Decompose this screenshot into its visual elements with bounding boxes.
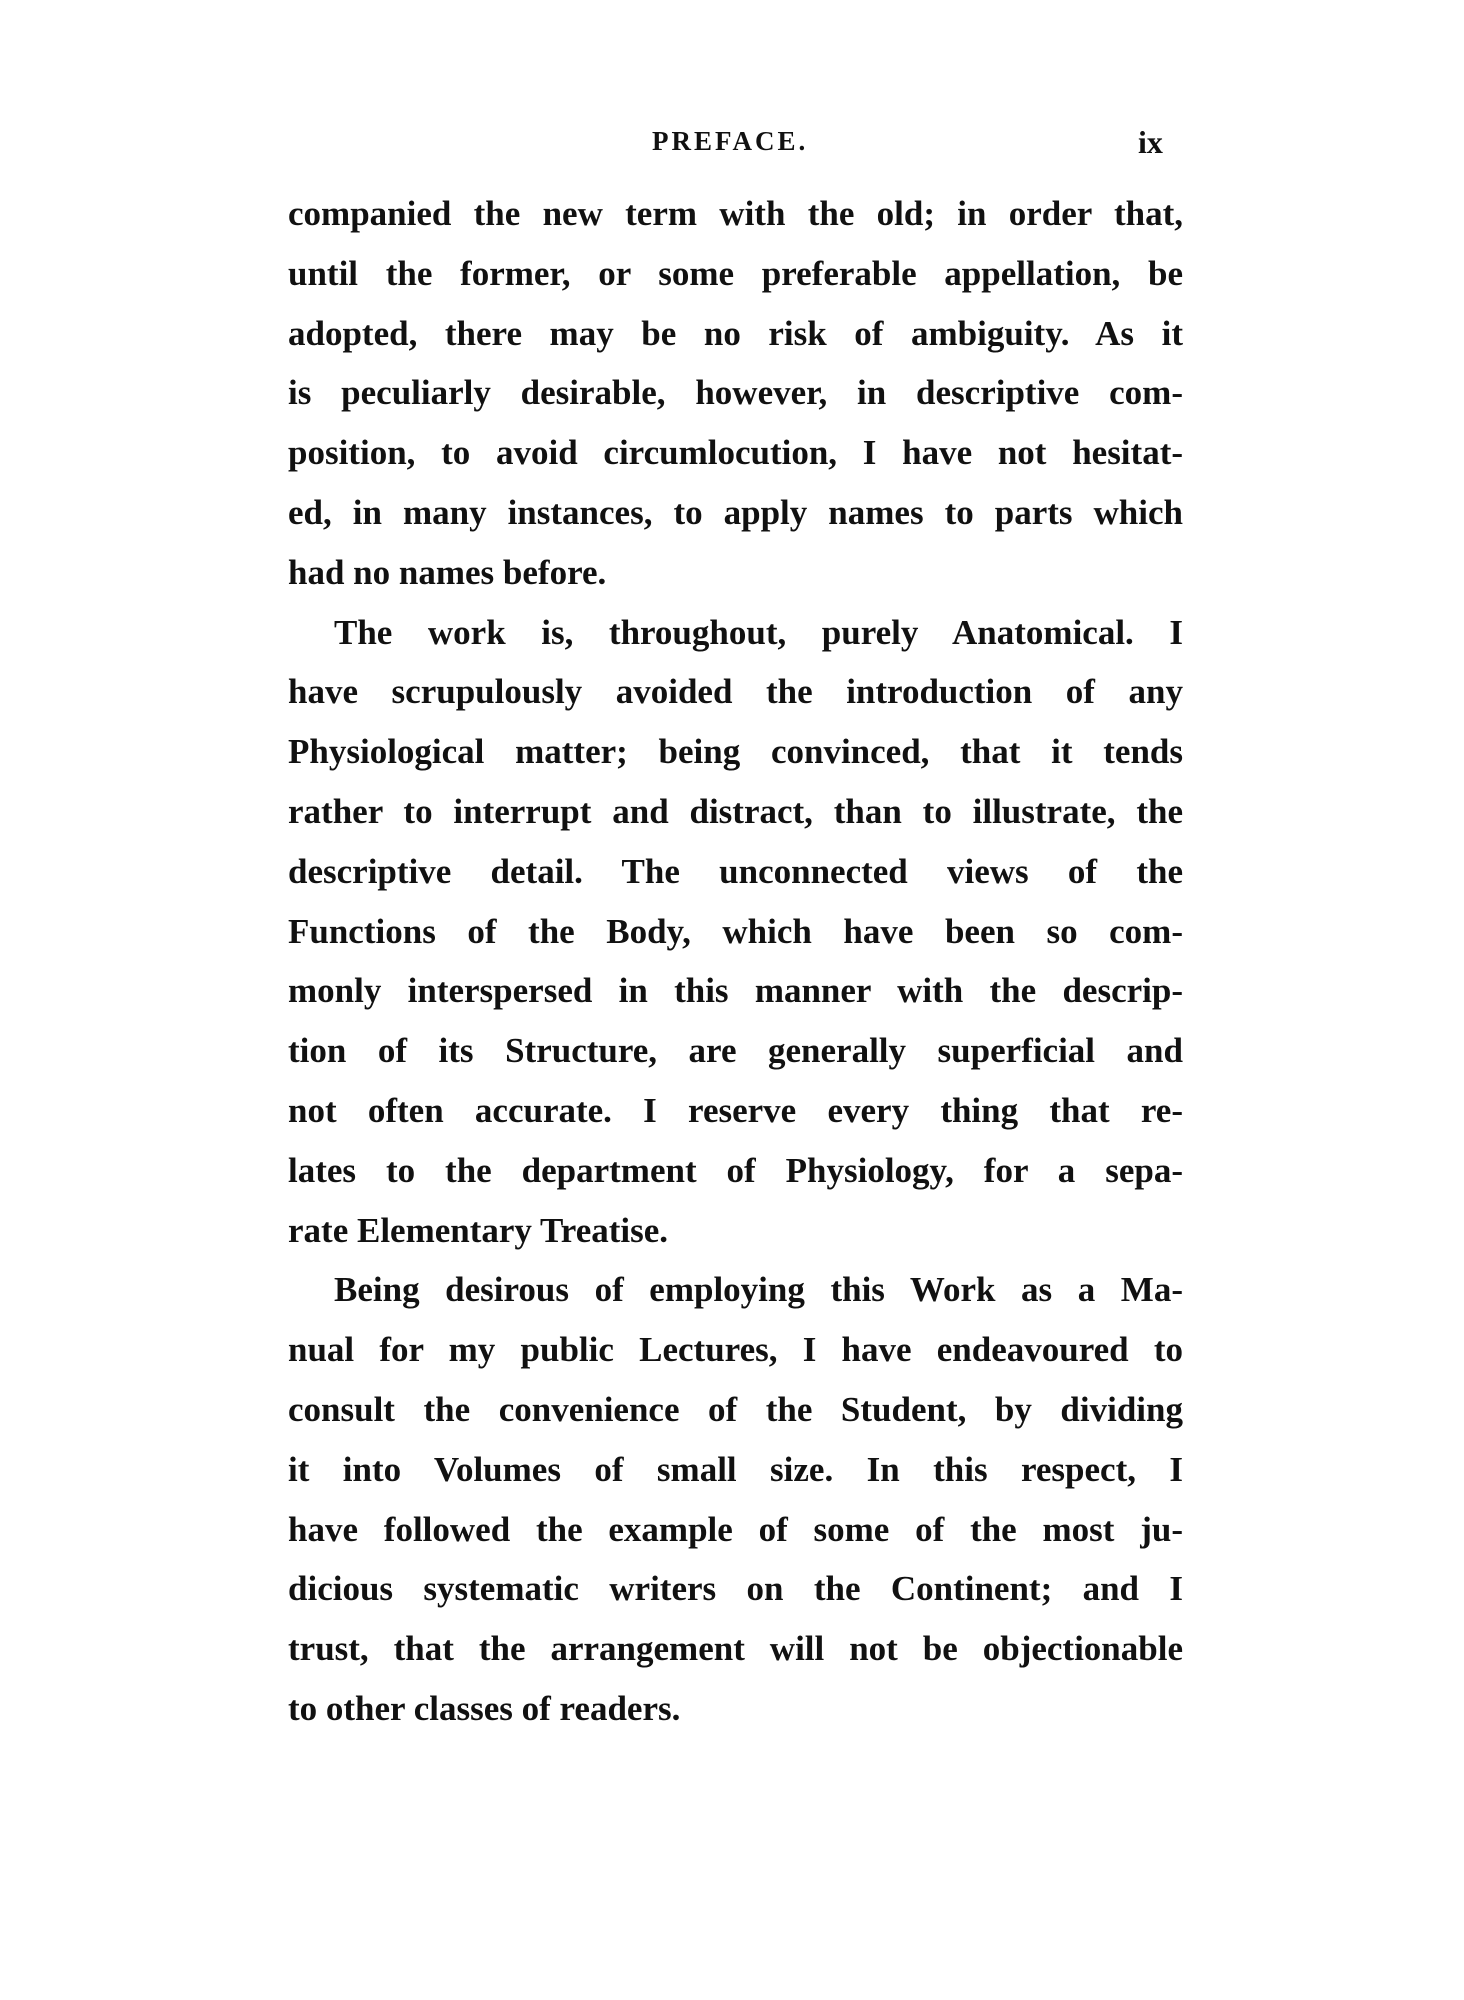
text-line: ed, in many instances, to apply names to parts which <box>288 492 1183 532</box>
paragraph-1 <box>288 184 1183 603</box>
text-line: to other classes of readers. <box>288 1688 681 1728</box>
running-title: PREFACE. <box>652 126 809 156</box>
page-number: ix <box>1138 124 1163 160</box>
text-line: dicious systematic writers on the Continent; and I <box>288 1569 1183 1609</box>
text-line: is peculiarly desirable, however, in descriptive com- <box>288 373 1183 413</box>
text-line: rate Elementary Treatise. <box>288 1210 669 1250</box>
text-line: consult the convenience of the Student, by dividing <box>288 1389 1183 1429</box>
text-line: monly interspersed in this manner with the descrip- <box>288 971 1183 1011</box>
text-line: it into Volumes of small size. In this respect, I <box>288 1449 1183 1489</box>
text-line: The work is, throughout, purely Anatomical. I <box>334 612 1183 652</box>
text-line: trust, that the arrangement will not be objectionable <box>288 1629 1183 1669</box>
text-line: Being desirous of employing this Work as a Ma- <box>334 1270 1183 1310</box>
text-line: tion of its Structure, are generally superficial and <box>288 1031 1183 1071</box>
text-line: companied the new term with the old; in order that, <box>288 194 1183 233</box>
text-line: Functions of the Body, which have been so com- <box>288 911 1183 951</box>
text-line: have followed the example of some of the most ju- <box>288 1509 1183 1549</box>
text-line: nual for my public Lectures, I have endeavoured to <box>288 1330 1183 1370</box>
text-line: had no names before. <box>288 552 607 592</box>
text-line: descriptive detail. The unconnected views of the <box>288 851 1183 891</box>
paragraph-2 <box>288 603 1183 1261</box>
text-line: lates to the department of Physiology, for a sepa- <box>288 1150 1183 1190</box>
paragraph-3 <box>288 1260 1183 1738</box>
body-text <box>288 184 1183 1739</box>
text-line: not often accurate. I reserve every thing that re- <box>288 1090 1183 1130</box>
text-line: rather to interrupt and distract, than to illustrate, the <box>288 791 1183 831</box>
running-head <box>0 126 1464 166</box>
text-line: Physiological matter; being convinced, that it tends <box>288 732 1183 772</box>
text-line: position, to avoid circumlocution, I have not hesitat- <box>288 433 1183 473</box>
text-line: adopted, there may be no risk of ambiguity. As it <box>288 313 1183 353</box>
text-line: have scrupulously avoided the introduction of any <box>288 672 1183 712</box>
text-line: until the former, or some preferable appellation, be <box>288 253 1183 293</box>
